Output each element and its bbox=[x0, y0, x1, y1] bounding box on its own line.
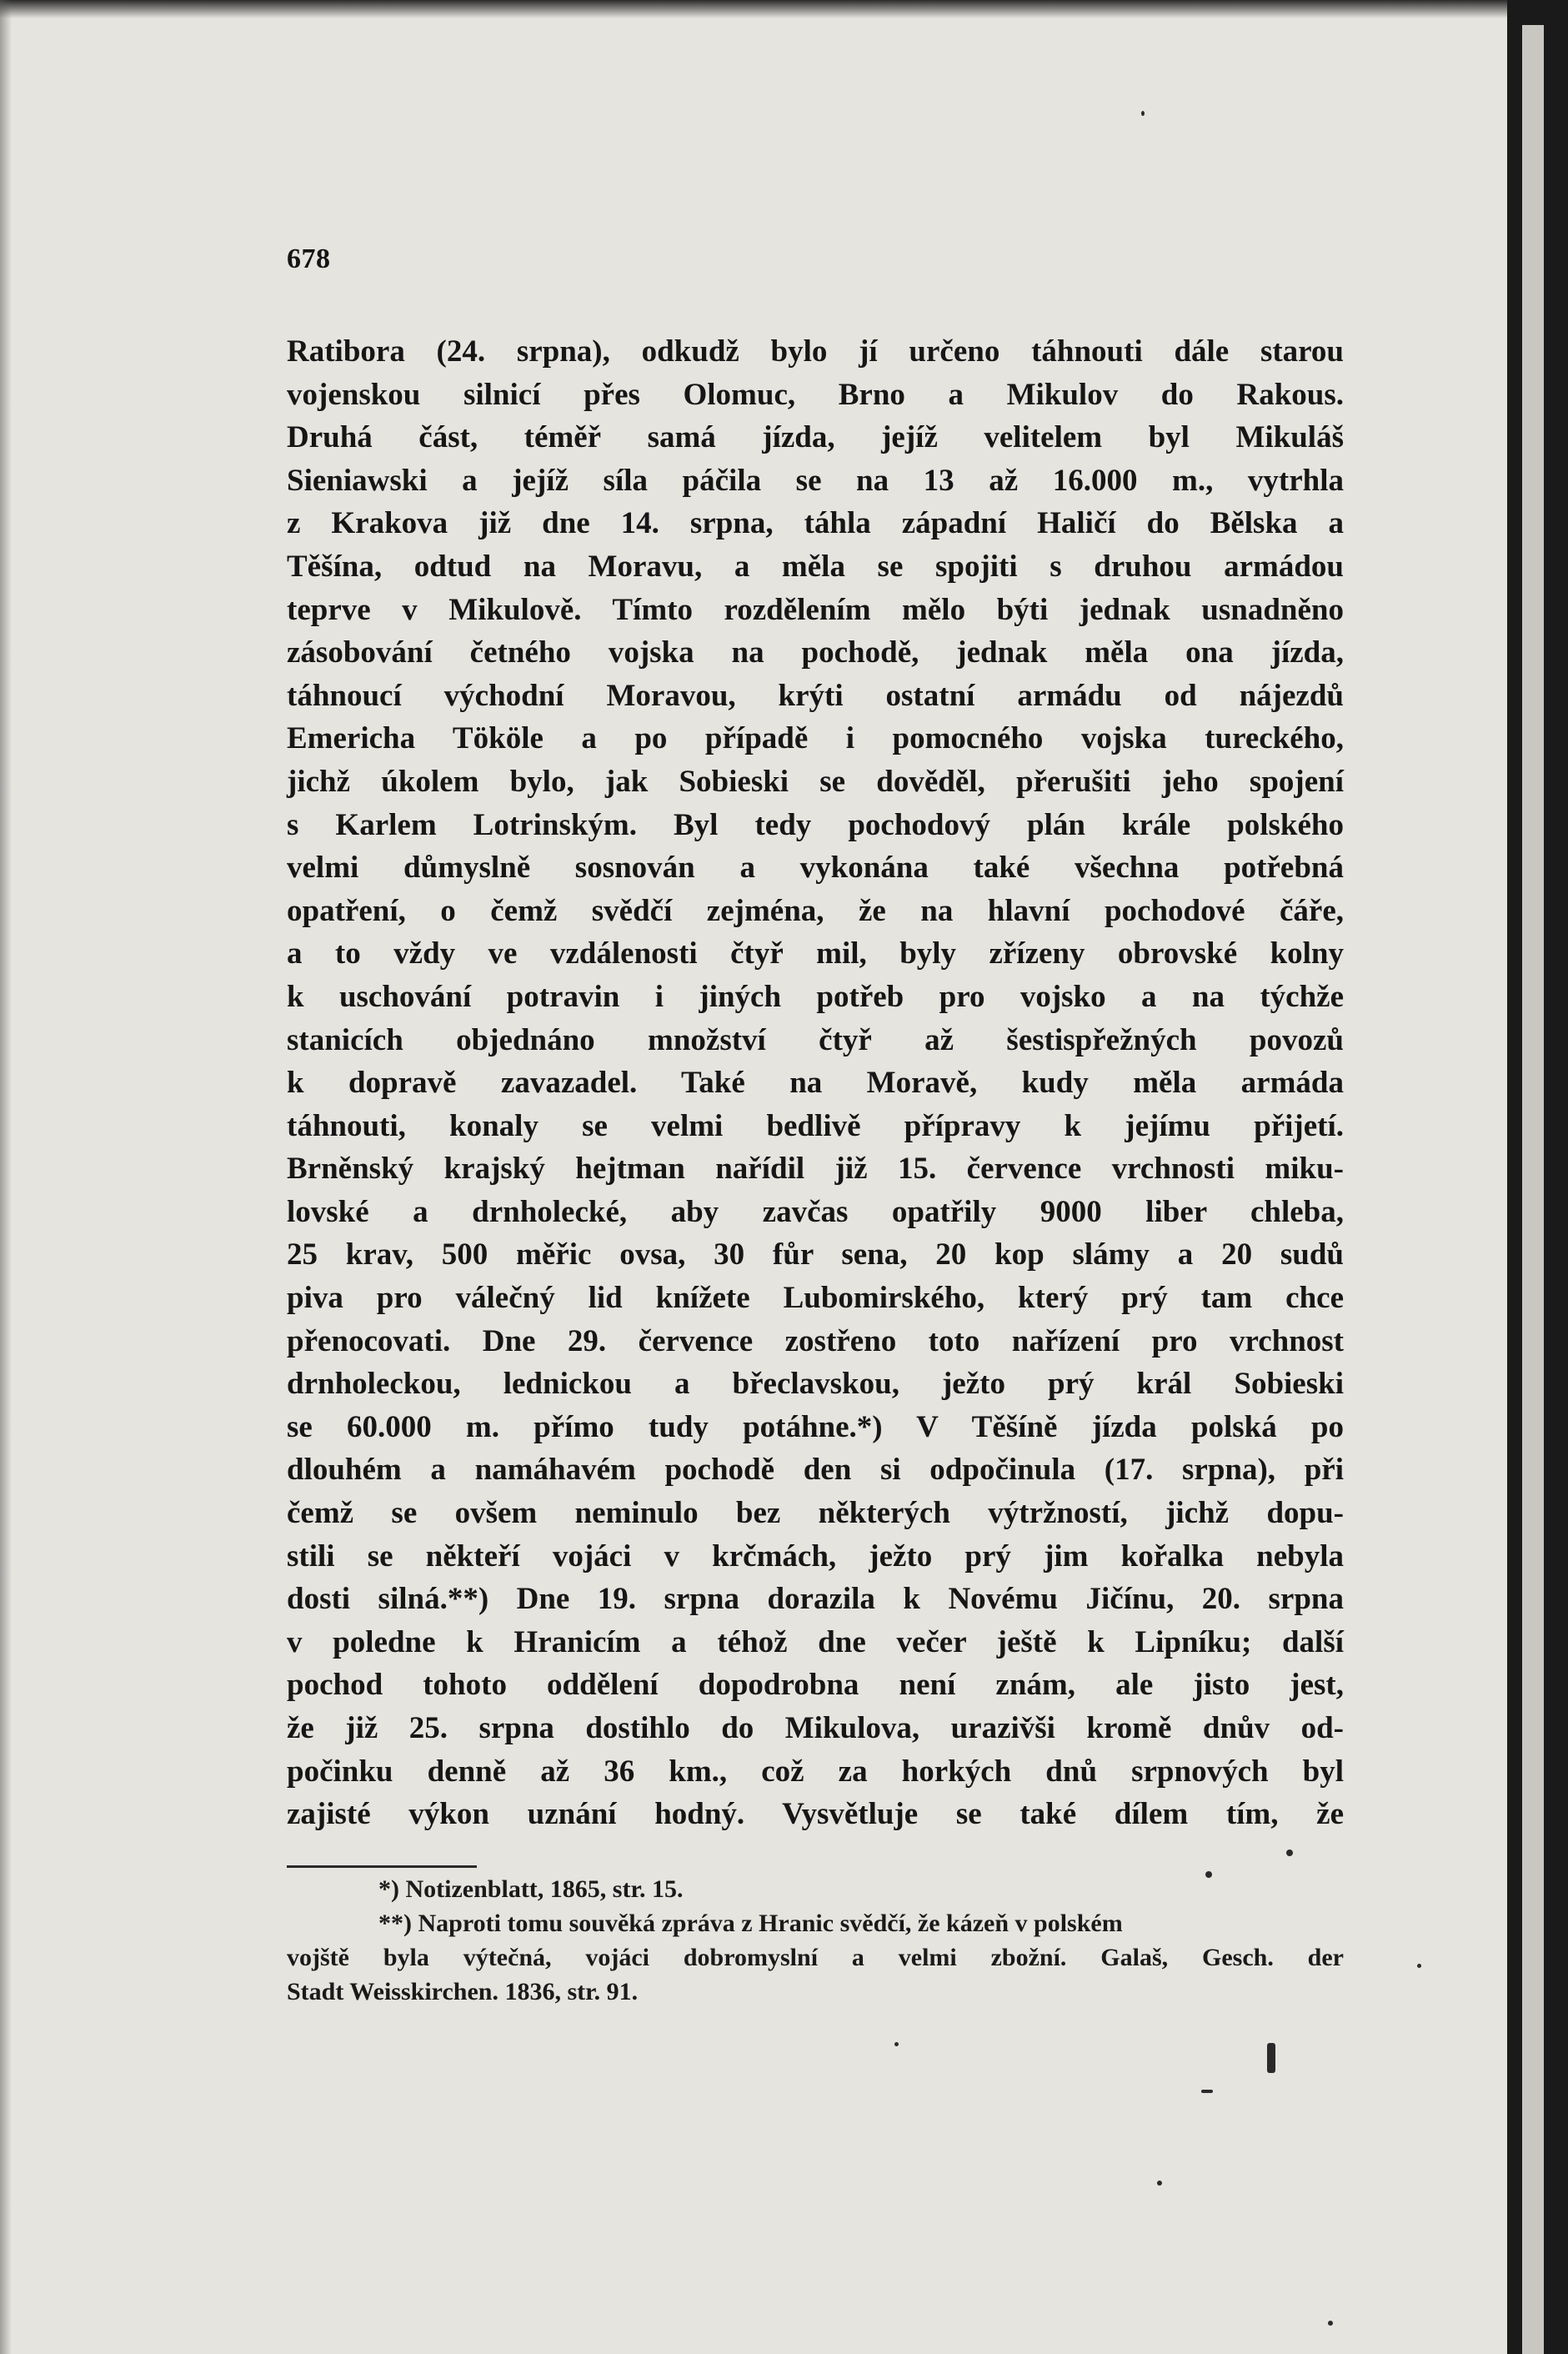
body-text-line: a to vždy ve vzdálenosti čtyř mil, byly zřízeny obrovské kolny bbox=[287, 936, 1344, 971]
body-text-line: počinku denně až 36 km., což za horkých dnů srpnových byl bbox=[287, 1754, 1344, 1789]
body-text-line: stili se někteří vojáci v krčmách, ježto prý jim kořalka nebyla bbox=[287, 1538, 1344, 1574]
body-text-line: opatření, o čemž svědčí zejména, že na hlavní pochodové čáře, bbox=[287, 893, 1344, 928]
scan-speck bbox=[1267, 2043, 1275, 2073]
body-text-line: Sieniawski a jejíž síla páčila se na 13 až 16.000 m., vytrhla bbox=[287, 463, 1344, 498]
body-text-line: táhnouti, konaly se velmi bedlivě přípravy k jejímu přijetí. bbox=[287, 1108, 1344, 1143]
scan-speck bbox=[1157, 2181, 1162, 2186]
scan-speck bbox=[894, 2042, 899, 2046]
body-text-line: drnholeckou, lednickou a břeclavskou, ježto prý král Sobieski bbox=[287, 1367, 1344, 1402]
body-text-line: stanicích objednáno množství čtyř až šestispřežných povozů bbox=[287, 1022, 1344, 1057]
footnote-2-line-2: vojště byla výtečná, vojáci dobromyslní a velmi zbožní. Galaš, Gesch. der bbox=[287, 1944, 1344, 1971]
body-text-line: velmi důmyslně sosnován a vykonána také všechna potřebná bbox=[287, 851, 1344, 886]
body-text-line: pochod tohoto oddělení dopodrobna není znám, ale jisto jest, bbox=[287, 1668, 1344, 1703]
body-text-line: Těšína, odtud na Moravu, a měla se spojiti s druhou armádou bbox=[287, 549, 1344, 584]
scan-speck bbox=[1141, 111, 1145, 116]
body-text-line: piva pro válečný lid knížete Lubomirského, který prý tam chce bbox=[287, 1281, 1344, 1316]
body-text-line: táhnoucí východní Moravou, krýti ostatní armádu od nájezdů bbox=[287, 678, 1344, 713]
body-text-line: k dopravě zavazadel. Také na Moravě, kudy měla armáda bbox=[287, 1066, 1344, 1101]
body-text-line: k uschování potravin i jiných potřeb pro vojsko a na týchže bbox=[287, 979, 1344, 1014]
page-number: 678 bbox=[287, 243, 331, 274]
body-text-line: lovské a drnholecké, aby zavčas opatřily 9000 liber chleba, bbox=[287, 1194, 1344, 1229]
scan-speck bbox=[1328, 2321, 1333, 2326]
body-text-line: že již 25. srpna dostihlo do Mikulova, uraziv̌ši kromě dnův od- bbox=[287, 1711, 1344, 1745]
body-text-line: dosti silná.**) Dne 19. srpna dorazila k Novému Jičínu, 20. srpna bbox=[287, 1582, 1344, 1617]
footnote-2-line-1: **) Naproti tomu souvěká zpráva z Hranic svědčí, že kázeň v polském bbox=[378, 1910, 1123, 1937]
body-text-line: vojenskou silnicí přes Olomuc, Brno a Mikulov do Rakous. bbox=[287, 377, 1344, 412]
body-text-line: přenocovati. Dne 29. července zostřeno toto nařízení pro vrchnost bbox=[287, 1323, 1344, 1358]
scan-right-border-strip bbox=[1522, 25, 1544, 2354]
body-text-line: 25 krav, 500 měřic ovsa, 30 fůr sena, 20 kop slámy a 20 sudů bbox=[287, 1237, 1344, 1272]
body-text-line: Ratibora (24. srpna), odkudž bylo jí určeno táhnouti dále starou bbox=[287, 334, 1344, 369]
scan-top-shadow bbox=[0, 0, 1507, 18]
scan-speck bbox=[1286, 1850, 1293, 1856]
body-text-line: z Krakova již dne 14. srpna, táhla západní Haličí do Bělska a bbox=[287, 506, 1344, 541]
scan-speck bbox=[1201, 2090, 1213, 2093]
body-text-line: se 60.000 m. přímo tudy potáhne.*) V Těšíně jízda polská po bbox=[287, 1409, 1344, 1444]
scan-speck bbox=[1417, 1964, 1421, 1968]
body-text bbox=[287, 330, 1344, 1836]
footnote-1: *) Notizenblatt, 1865, str. 15. bbox=[378, 1875, 684, 1903]
body-text-line: Emericha Tököle a po případě i pomocného vojska tureckého, bbox=[287, 721, 1344, 756]
footnote-separator bbox=[287, 1865, 477, 1868]
body-text-line: s Karlem Lotrinským. Byl tedy pochodový plán krále polského bbox=[287, 807, 1344, 842]
body-text-line: jichž úkolem bylo, jak Sobieski se dověděl, přerušiti jeho spojení bbox=[287, 764, 1344, 799]
body-text-line: zásobování četného vojska na pochodě, jednak měla ona jízda, bbox=[287, 635, 1344, 670]
body-text-line: čemž se ovšem neminulo bez některých výtržností, jichž dopu- bbox=[287, 1496, 1344, 1531]
body-text-line: dlouhém a namáhavém pochodě den si odpočinula (17. srpna), při bbox=[287, 1453, 1344, 1488]
body-text-line: v poledne k Hranicím a téhož dne večer ještě k Lipníku; další bbox=[287, 1624, 1344, 1659]
body-text-line: zajisté výkon uznání hodný. Vysvětluje se také dílem tím, že bbox=[287, 1797, 1344, 1832]
scan-speck bbox=[1205, 1871, 1212, 1878]
footnote-2-line-3: Stadt Weisskirchen. 1836, str. 91. bbox=[287, 1978, 639, 2005]
body-text-line: teprve v Mikulově. Tímto rozdělením mělo býti jednak usnadněno bbox=[287, 592, 1344, 627]
body-text-line: Druhá část, téměř samá jízda, jejíž velitelem byl Mikuláš bbox=[287, 420, 1344, 455]
footnotes bbox=[287, 1872, 1344, 2009]
body-text-line: Brněnský krajský hejtman nařídil již 15. července vrchnosti miku- bbox=[287, 1152, 1344, 1187]
scan-left-shadow bbox=[0, 0, 12, 2354]
